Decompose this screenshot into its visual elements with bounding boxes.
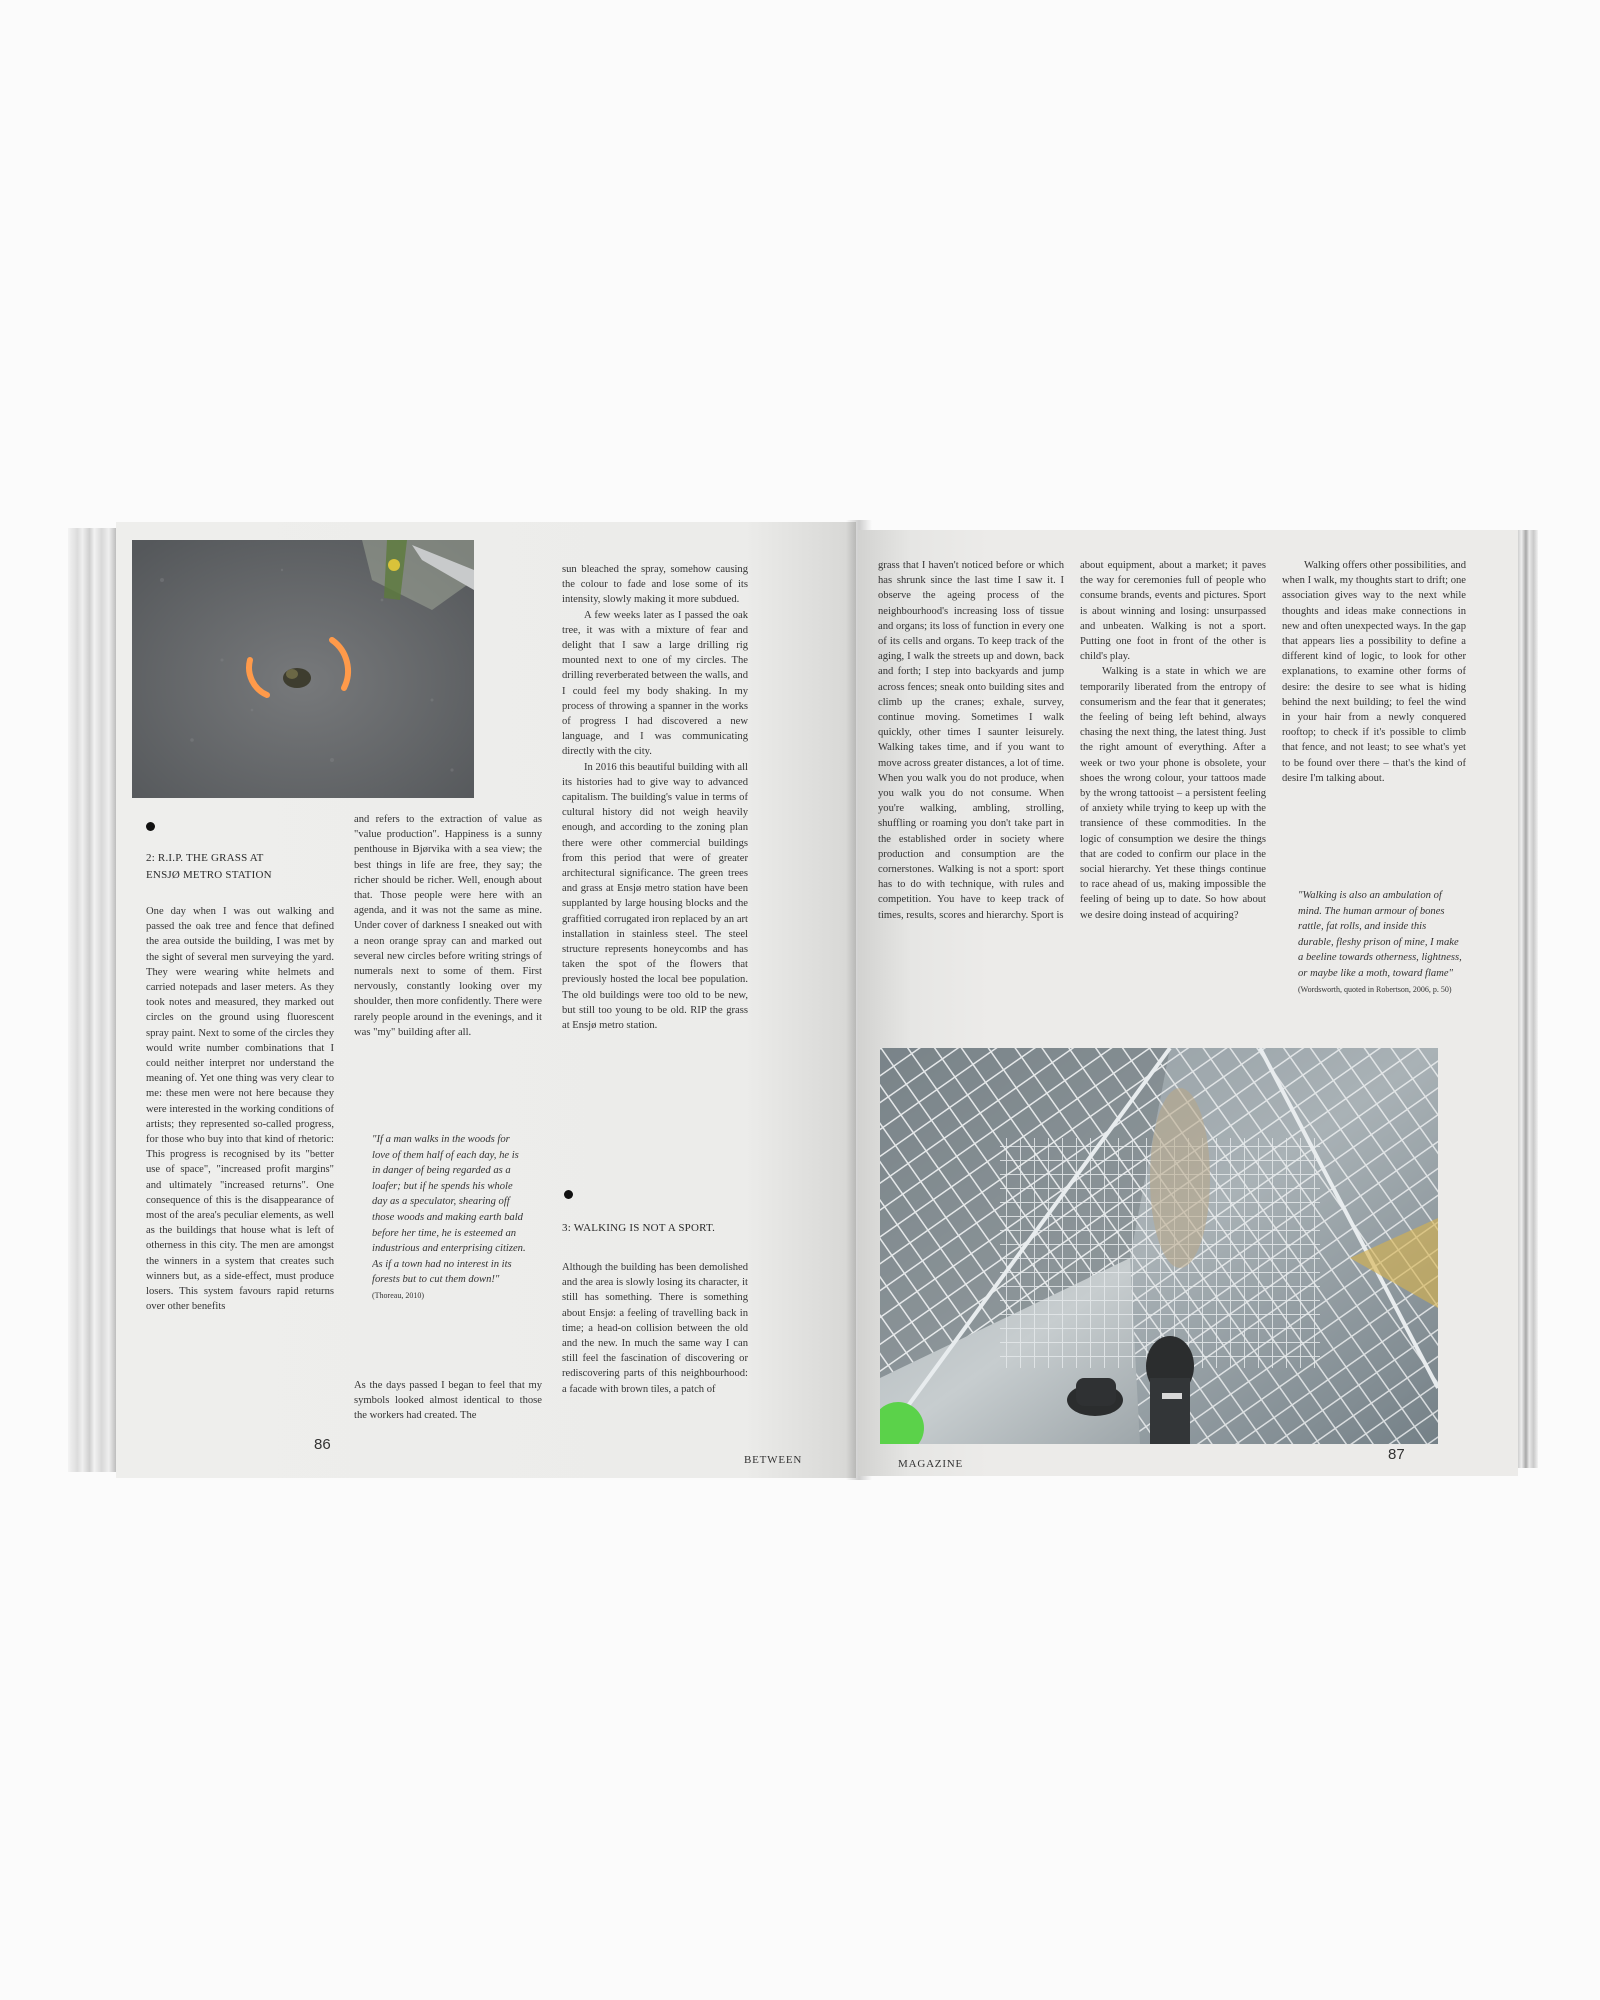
section2-heading-line1: 2: R.I.P. THE GRASS AT <box>146 852 264 864</box>
paragraph: sun bleached the spray, somehow causing the colour to fade and lose some of its intensity, slowly making it more subdued. <box>562 564 748 606</box>
left-column-2 <box>354 812 542 1104</box>
left-page <box>116 522 856 1478</box>
paragraph: In 2016 this beautiful building with all its histories had to give way to advanced capitalism. The building's value in terms of cultural history did not weigh heavily enough, and according to the zoning plan there were other commercial buildings from this period that were of greater architectural significance. The green trees and grass at Ensjø metro station have been supplanted by large housing blocks and the graffitied corrugated iron replaced by an art installation in stainless steel. The steel structure represents honeycombs and has taken the spot of the flowers that previously hosted the local bee population. The old buildings were too old to be new, but still too young to be old. RIP the grass at Ensjø metro station. <box>562 761 748 1032</box>
paragraph: Although the building has been demolished and the area is slowly losing its character, it still has something. There is something about Ensjø: a feeling of travelling back in time; a head-on collision between the old and the new. In much the same way I can still feel the fascination of discovering or rediscovering parts of this neighbourhood: a facade with brown tiles, a patch of <box>562 1262 748 1395</box>
page-number-right: 87 <box>1388 1446 1405 1463</box>
left-column-2-continued <box>354 1378 542 1426</box>
section3-heading: 3: WALKING IS NOT A SPORT. <box>562 1222 716 1234</box>
paragraph: One day when I was out walking and passed the oak tree and fence that defined the area outside the building, I was met by the sight of several men surveying the yard. They were wearing white helmets and carried notepads and laser meters. As they took notes and measured, they marked out circles on the ground using fluorescent spray paint. Next to some of the circles they would write number combinations that I could neither interpret nor understand the meaning of. Yet one thing was very clear to me: these men were not here because they were interested in the working conditions of artists; they represented so-called progress, for those who buy into that kind of rhetoric: This progress is recognised by its "better use of space", "increased profit margins" and ultimately "increased returns". One consequence of this is the disappearance of most of the area's peculiar elements, as well as the buildings that house what is left of otherness in this city. The men are amongst the winners in a system that creates such winners but, as a side-effect, must produce losers. This system favours rapid returns over other benefits <box>146 906 334 1313</box>
paragraph: A few weeks later as I passed the oak tree, it was with a mixture of fear and delight that I saw a large drilling rig mounted next to one of my circles. The drilling reverberated between the walls, and I could feel my body shaking. In my process of throwing a spanner in the works of progress I had discovered a new language, and I was communicating directly with the city. <box>562 609 748 758</box>
wordsworth-quote <box>1298 888 1464 1038</box>
section2-heading-line2: ENSJØ METRO STATION <box>146 869 272 881</box>
magazine-spread <box>58 520 1538 1480</box>
quote-source: (Thoreau, 2010) <box>372 1290 424 1300</box>
left-page-edges <box>68 528 117 1472</box>
right-column-2 <box>1080 558 1266 1038</box>
section2-heading <box>146 850 336 884</box>
running-title-left: BETWEEN <box>744 1454 803 1466</box>
paragraph: As the days passed I began to feel that my symbols looked almost identical to those the workers had created. The <box>354 1380 542 1422</box>
quote-text: "Walking is also an ambulation of mind. The human armour of bones rattle, fat rolls, and inside this durable, fleshy prison of mine, I make a beeline towards otherness, lightness, or maybe like a moth, toward flame" <box>1298 890 1462 979</box>
right-page-edges <box>1516 530 1538 1468</box>
right-column-3 <box>1282 558 1466 876</box>
right-column-1 <box>878 558 1064 1038</box>
paragraph: Walking offers other possibilities, and when I walk, my thoughts start to drift; one association gives way to the next while thoughts and ideas make connections in new and often unexpected ways. In the gap that appears lies a possibility to define a different kind of logic, to look for other explanations, to examine other forms of desire: the desire to see what is hiding behind the next building; to feel the wind in your hair from a newly conquered rooftop; to check if it's possible to climb that fence, and not least; to see what's yet to be found over there – that's the kind of desire I'm talking about. <box>1282 560 1466 784</box>
quote-text: "If a man walks in the woods for love of them half of each day, he is in danger of being regarded as a loafer; but if he spends his whole day as a speculator, shearing off those woods and making earth bald before her time, he is esteemed an industrious and enterprising citizen. As if a town had no interest in its forests but to cut them down!" <box>372 1134 526 1286</box>
left-column-3 <box>562 562 748 1160</box>
page-number-left: 86 <box>314 1436 331 1453</box>
left-column-1 <box>146 904 334 1424</box>
quote-source: (Wordsworth, quoted in Robertson, 2006, p. 50) <box>1298 984 1452 994</box>
left-column-3-section3 <box>562 1260 748 1426</box>
paragraph: Walking is a state in which we are temporarily liberated from the entropy of consumerism and the fear that it generates; the feeling of being left behind, always chasing the next thing, the latest thing. Just the right amount of everything. After a week or two your phone is obsolete, your shoes the wrong colour, your tattoos made by the wrong tattooist – a persistent feeling of anxiety while trying to keep up with the transience of these commodities. In the logic of consumption we desire the things that are coded to confirm our place in the social hierarchy. Yet these things continue to race ahead of us, making impossible the feeling of being up to date. So how about we desire doing instead of acquiring? <box>1080 666 1266 921</box>
photo-metal-grating <box>880 1048 1438 1444</box>
running-title-right: MAGAZINE <box>898 1458 964 1470</box>
section-bullet <box>146 822 155 831</box>
section-bullet <box>564 1190 573 1199</box>
right-page <box>858 530 1518 1476</box>
paragraph: and refers to the extraction of value as "value production". Happiness is a sunny penthouse in Bjørvika with a sea view; the best things in life are free, they say; the richer should be richer. Well, enough about that. Those people were here with an agenda, and it was not the same as mine. Under cover of darkness I sneaked out with a neon orange spray can and marked out several new circles before writing strings of numerals next to some of them. First nervously, constantly looking over my shoulder, then more confidently. There were rarely people around in the evenings, and it was "my" building after all. <box>354 814 542 1038</box>
photo-spray-marks <box>132 540 474 798</box>
thoreau-quote <box>372 1132 528 1358</box>
paragraph: about equipment, about a market; it paves the way for ceremonies full of people who consume brands, events and pictures. Sport is about winning and losing: unsurpassed and unbeaten. Walking is not a sport. Putting one foot in front of the other is child's play. <box>1080 560 1266 663</box>
paragraph: grass that I haven't noticed before or which has shrunk since the last time I saw it. I observe the ageing process of the neighbourhood's increasing loss of tissue and organs; its loss of function in every one of its cells and organs. To keep track of the aging, I walk the streets up and down, back and forth; I step into backyards and jump across fences; sneak onto building sites and climb up the cranes; exhale, survey, continue moving. Sometimes I walk quickly, other times I saunter leisurely. Walking takes time, and if you want to move across greater distances, a lot of time. When you walk you do not produce, when you walk you do not consume. When you're walking, ambling, strolling, shuffling or roaming you don't take part in the established order in society where production and consumption are the cornerstones. Walking is not a sport: sport has to do with technique, with rules and competition. You have to keep track of times, results, scores and hierarchy. Sport is <box>878 560 1064 921</box>
